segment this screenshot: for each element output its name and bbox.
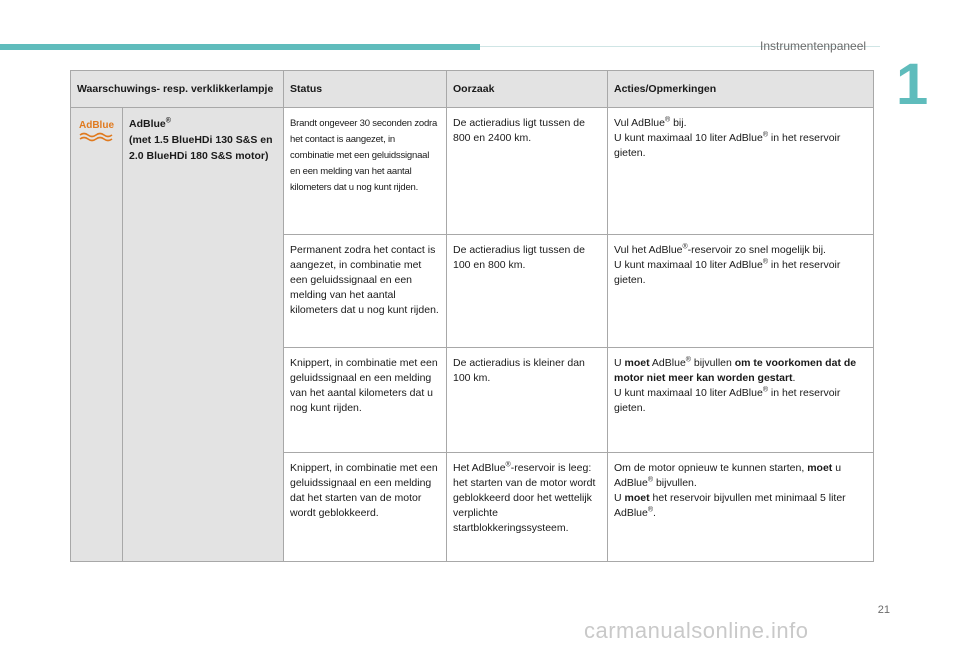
status-cell (284, 453, 447, 562)
indicator-name: AdBlue (129, 118, 166, 130)
cause-cell (447, 235, 608, 348)
header-accent-bar (0, 44, 480, 50)
cause-cell (447, 348, 608, 453)
page-number: 21 (877, 604, 890, 616)
action-text: in het reservoir gieten. (614, 387, 841, 414)
watermark: carmanualsonline.info (584, 618, 809, 643)
action-text: Vul AdBlue (614, 117, 665, 129)
action-text: bijvullen (690, 357, 735, 369)
registered-mark: ® (762, 131, 768, 139)
indicator-icon-cell (71, 108, 123, 562)
chapter-number: 1 (896, 52, 929, 117)
cause-text: De actieradius is kleiner dan 100 km. (453, 357, 585, 384)
action-text: het reservoir bijvullen met minimaal 5 liter AdBlue (614, 492, 846, 519)
status-text: Permanent zodra het contact is aangezet, in combinatie met een geluidssignaal en een melding van het aantal kilometers dat u nog kunt rijden. (290, 244, 439, 316)
indicator-variant: (met 1.5 BlueHDi 130 S&S en 2.0 BlueHDi 180 S&S motor) (129, 134, 273, 162)
adblue-waves-icon (79, 132, 115, 142)
chapter-title: Instrumentenpaneel (760, 39, 867, 53)
action-emphasis: om te voorkomen dat de motor niet meer kan worden gestart (614, 357, 857, 384)
cause-cell (447, 108, 608, 235)
action-text: . (653, 507, 656, 519)
action-text: u AdBlue (614, 462, 842, 489)
action-text: in het reservoir gieten. (614, 132, 841, 159)
action-text: U kunt maximaal 10 liter AdBlue (614, 132, 763, 144)
action-text: bij. (670, 117, 687, 129)
action-text: U kunt maximaal 10 liter AdBlue (614, 259, 763, 271)
column-header-cause: Oorzaak (447, 71, 608, 108)
action-text: U kunt maximaal 10 liter AdBlue (614, 387, 763, 399)
actions-cell (608, 108, 874, 235)
registered-mark: ® (165, 117, 171, 125)
registered-mark: ® (505, 461, 511, 469)
status-cell (284, 235, 447, 348)
action-text: . (792, 372, 796, 384)
action-text: U (614, 357, 625, 369)
registered-mark: ® (647, 506, 654, 514)
status-text: Knippert, in combinatie met een geluidssignaal en een melding van het aantal kilometers dat u nog kunt rijden. (290, 357, 438, 414)
cause-text: -reservoir is leeg: het starten van de motor wordt geblokkeerd door het wettelijk verplichte startblokkeringssysteem. (453, 462, 596, 534)
column-header-status: Status (284, 71, 447, 108)
action-text: bijvullen. (653, 477, 697, 489)
status-cell (284, 348, 447, 453)
registered-mark: ® (762, 386, 768, 394)
column-header-lamp: Waarschuwings- resp. verklikkerlampje (71, 71, 284, 108)
table-row (71, 108, 874, 235)
actions-cell (608, 235, 874, 348)
registered-mark: ® (664, 116, 671, 124)
cause-text: Het AdBlue (453, 462, 506, 474)
actions-cell (608, 453, 874, 562)
column-header-actions: Acties/Opmerkingen (608, 71, 874, 108)
adblue-icon (76, 120, 118, 142)
status-text: Brandt ongeveer 30 seconden zodra het contact is aangezet, in combinatie met een geluidssignaal en een melding van het aantal kilometers dat u nog kunt rijden. (290, 118, 438, 193)
action-text: -reservoir zo snel mogelijk bij. (687, 244, 826, 256)
action-emphasis: moet (624, 357, 650, 369)
warning-lamp-table (70, 70, 874, 562)
action-text: U (614, 492, 625, 504)
action-text: Vul het AdBlue (614, 244, 683, 256)
indicator-name-cell (123, 108, 284, 562)
adblue-icon-label: AdBlue (79, 120, 114, 131)
status-cell (284, 108, 447, 235)
actions-cell (608, 348, 874, 453)
registered-mark: ® (682, 243, 688, 251)
action-emphasis: moet (807, 462, 833, 474)
registered-mark: ® (685, 356, 691, 364)
action-text: in het reservoir gieten. (614, 259, 841, 286)
status-text: Knippert, in combinatie met een geluidssignaal en een melding dat het starten van de motor wordt geblokkeerd. (290, 462, 438, 519)
table-header-row (71, 71, 874, 108)
cause-cell (447, 453, 608, 562)
registered-mark: ® (762, 258, 768, 266)
action-emphasis: moet (624, 492, 650, 504)
action-text: AdBlue (649, 357, 686, 369)
registered-mark: ® (647, 476, 654, 484)
cause-text: De actieradius ligt tussen de 800 en 2400 km. (453, 117, 585, 144)
action-text: Om de motor opnieuw te kunnen starten, (614, 462, 808, 474)
cause-text: De actieradius ligt tussen de 100 en 800 km. (453, 244, 585, 271)
